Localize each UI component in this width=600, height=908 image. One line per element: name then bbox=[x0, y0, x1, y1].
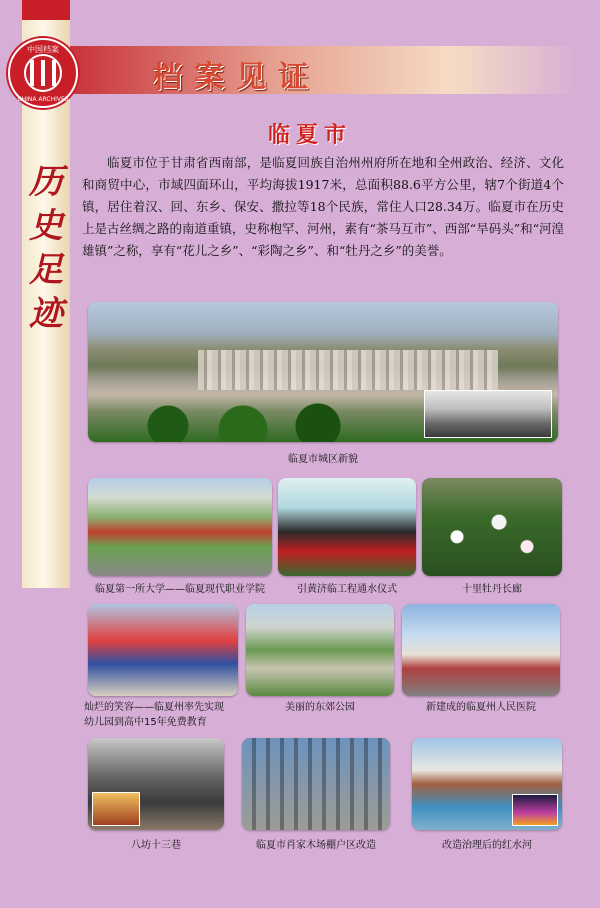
college-photo bbox=[88, 478, 272, 576]
vertical-title-char: 迹 bbox=[29, 294, 63, 334]
foreground-trees bbox=[108, 402, 408, 442]
photo-caption: 十里牡丹长廊 bbox=[462, 584, 522, 595]
vertical-title-char: 足 bbox=[29, 250, 63, 290]
city-skyline bbox=[198, 350, 498, 390]
banner-title: 档案见证 bbox=[152, 60, 320, 95]
night-inset-photo bbox=[92, 792, 140, 826]
city-title: 临夏市 bbox=[267, 122, 352, 148]
housing-renovation-photo bbox=[242, 738, 390, 830]
vertical-title-char: 历 bbox=[29, 162, 63, 202]
hospital-photo bbox=[402, 604, 560, 696]
city-panorama-photo bbox=[88, 302, 558, 442]
photo-caption: 八坊十三巷 bbox=[131, 840, 181, 851]
caption-line: 灿烂的笑容——临夏州率先实现 bbox=[84, 702, 224, 713]
red-water-river-photo bbox=[412, 738, 562, 830]
vertical-title-char: 史 bbox=[29, 206, 63, 246]
sidebar-top-accent bbox=[22, 0, 70, 20]
logo-text-top: 中国档案 bbox=[27, 45, 59, 54]
historical-inset-photo bbox=[424, 390, 552, 438]
photo-caption: 改造治理后的红水河 bbox=[442, 840, 532, 851]
photo-caption: 美丽的东郊公园 bbox=[285, 702, 355, 713]
logo-emblem-icon bbox=[28, 60, 58, 86]
photo-caption: 临夏市城区新貌 bbox=[288, 454, 358, 465]
photo-caption: 引黄济临工程通水仪式 bbox=[297, 584, 397, 595]
photo-caption: 临夏第一所大学——临夏现代职业学院 bbox=[95, 584, 265, 595]
bafang-lanes-photo bbox=[88, 738, 224, 830]
intro-paragraph: 临夏市位于甘肃省西南部，是临夏回族自治州州府所在地和全州政治、经济、文化和商贸中心，市域四面环山，平均海拔1917米，总面积88.6平方公里，辖7个街道4个镇，居住着汉、回、东乡、保安、撒拉等18个民族，常住人口28.34万。临夏市在历史上是古丝绸之路的南道重镇，史称枹罕、河州，素有“茶马互市”、西部“旱码头”和“河湟雄镇”之称，享有“花儿之乡”、“彩陶之乡”、和“牡丹之乡”的美誉。 bbox=[82, 155, 564, 258]
photo-caption: 新建成的临夏州人民医院 bbox=[426, 702, 536, 713]
river-night-inset-photo bbox=[512, 794, 558, 826]
water-ceremony-photo bbox=[278, 478, 416, 576]
children-photo bbox=[88, 604, 238, 696]
peony-corridor-photo bbox=[422, 478, 562, 576]
vertical-section-title bbox=[26, 160, 66, 336]
east-park-photo bbox=[246, 604, 394, 696]
caption-line: 幼儿园到高中15年免费教育 bbox=[84, 717, 207, 728]
photo-caption bbox=[84, 700, 246, 730]
photo-caption: 临夏市肖家木场棚户区改造 bbox=[256, 840, 376, 851]
china-archives-logo bbox=[8, 38, 78, 108]
header-banner bbox=[70, 46, 580, 94]
logo-text-bottom: CHINA ARCHIVES bbox=[17, 96, 69, 103]
